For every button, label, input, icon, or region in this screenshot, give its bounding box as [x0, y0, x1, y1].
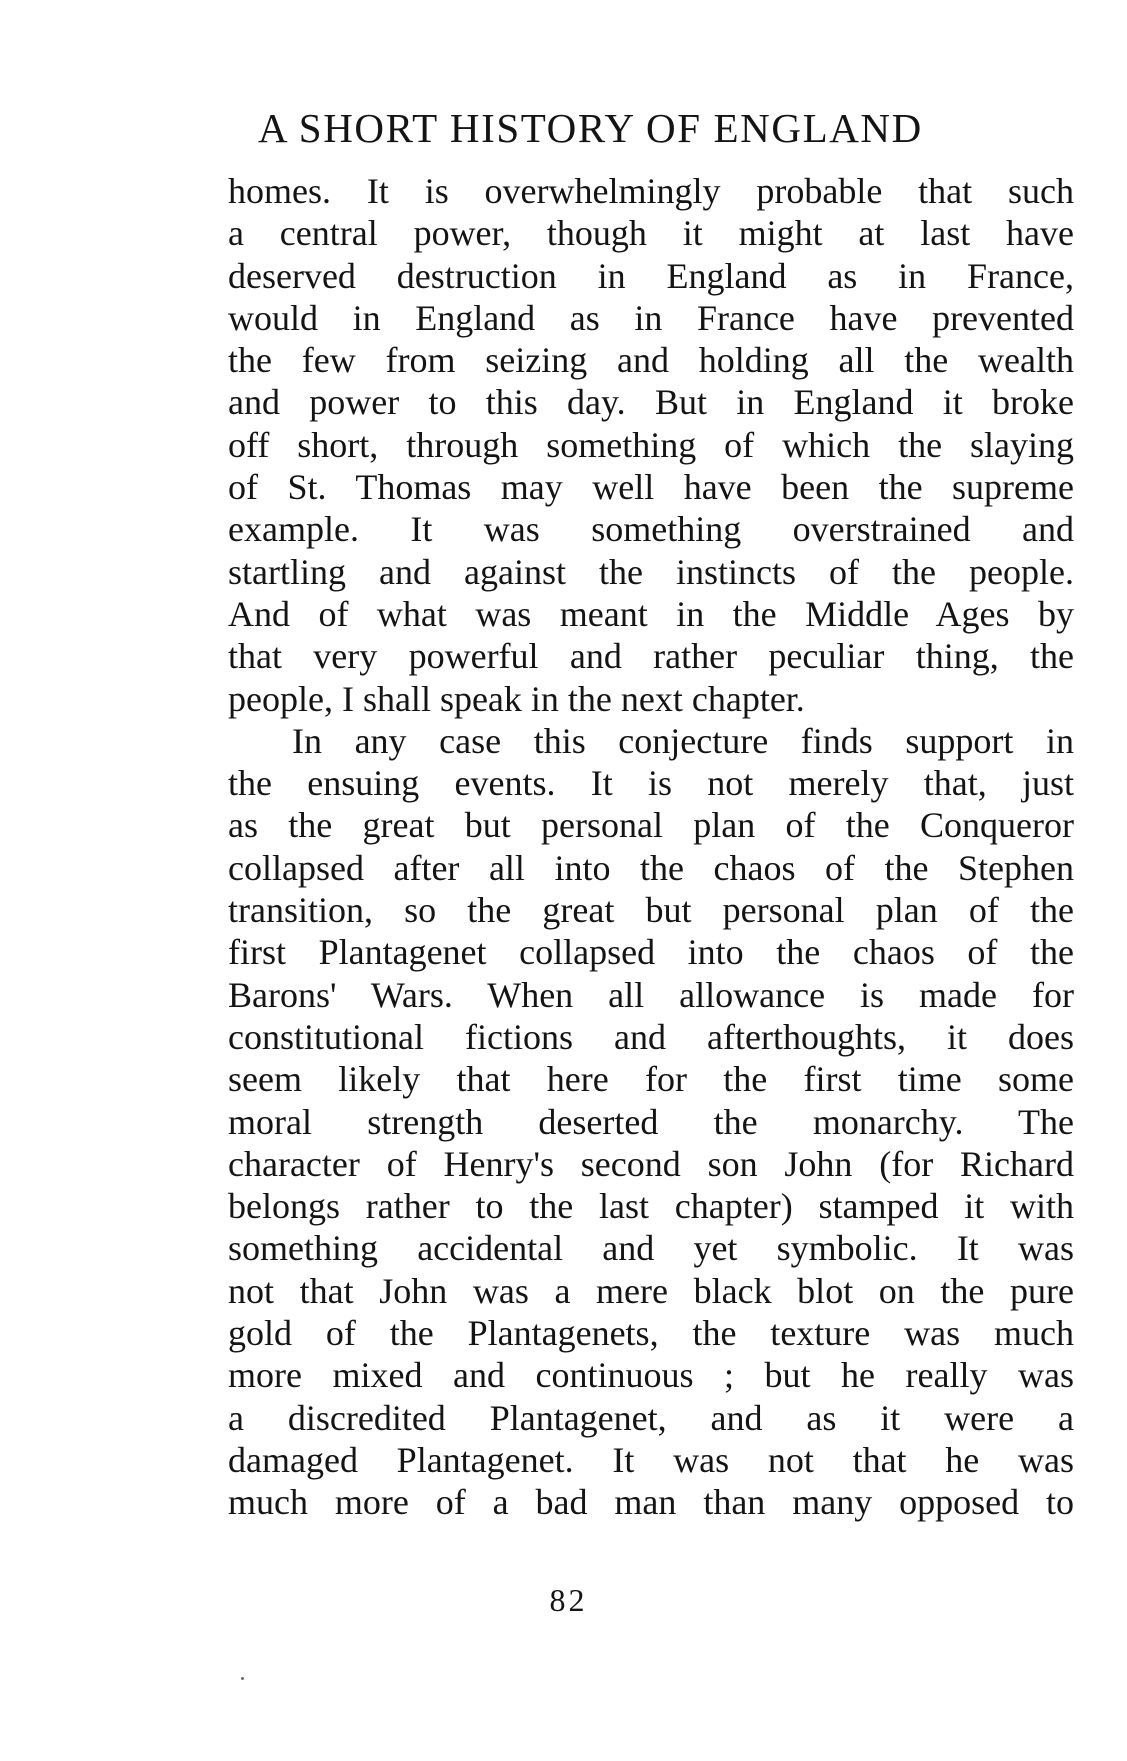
text-line: collapsed after all into the chaos of the Stephen	[228, 847, 1074, 888]
text-line: gold of the Plantagenets, the texture was much	[228, 1313, 1074, 1354]
text-line: startling and against the instincts of the people.	[228, 551, 1074, 592]
text-line: the few from seizing and holding all the wealth	[228, 340, 1074, 381]
text-line: would in England as in France have prevented	[228, 297, 1074, 338]
text-line: moral strength deserted the monarchy. The	[228, 1101, 1074, 1142]
text-line: not that John was a mere black blot on the pure	[228, 1270, 1074, 1311]
text-line: example. It was something overstrained and	[228, 509, 1074, 550]
text-line: And of what was meant in the Middle Ages by	[228, 593, 1074, 634]
text-line: a central power, though it might at last have	[228, 213, 1074, 254]
running-head: A SHORT HISTORY OF ENGLAND	[258, 105, 923, 151]
text-line: deserved destruction in England as in France,	[228, 255, 1074, 296]
text-line: of St. Thomas may well have been the supreme	[228, 467, 1074, 508]
text-line: and power to this day. But in England it broke	[228, 382, 1074, 423]
text-line: first Plantagenet collapsed into the chaos of the	[228, 932, 1074, 973]
print-speck	[241, 1677, 244, 1680]
body-text	[228, 170, 1074, 1524]
page-number: 82	[549, 1582, 588, 1618]
text-line: In any case this conjecture finds support in	[292, 720, 1074, 761]
text-line: damaged Plantagenet. It was not that he was	[228, 1439, 1074, 1480]
text-line: Barons' Wars. When all allowance is made for	[228, 974, 1074, 1015]
text-line: off short, through something of which the slaying	[228, 424, 1074, 465]
text-line: the ensuing events. It is not merely that, just	[228, 763, 1074, 804]
text-line: more mixed and continuous ; but he really was	[228, 1355, 1074, 1396]
paragraph-2	[228, 720, 1074, 1524]
paragraph-1	[228, 170, 1074, 720]
text-line: belongs rather to the last chapter) stamped it with	[228, 1186, 1074, 1227]
text-line: character of Henry's second son John (for Richard	[228, 1143, 1074, 1184]
text-line: seem likely that here for the first time some	[228, 1059, 1074, 1100]
text-line: people, I shall speak in the next chapter.	[228, 678, 805, 719]
text-line: homes. It is overwhelmingly probable that such	[228, 171, 1074, 211]
text-line: much more of a bad man than many opposed to	[228, 1482, 1074, 1523]
text-line: that very powerful and rather peculiar thing, the	[228, 636, 1074, 677]
text-line: as the great but personal plan of the Conqueror	[228, 805, 1074, 846]
text-line: something accidental and yet symbolic. It was	[228, 1228, 1074, 1269]
text-line: a discredited Plantagenet, and as it were a	[228, 1397, 1074, 1438]
text-line: transition, so the great but personal plan of the	[228, 890, 1074, 931]
text-line: constitutional fictions and afterthoughts, it does	[228, 1016, 1074, 1057]
